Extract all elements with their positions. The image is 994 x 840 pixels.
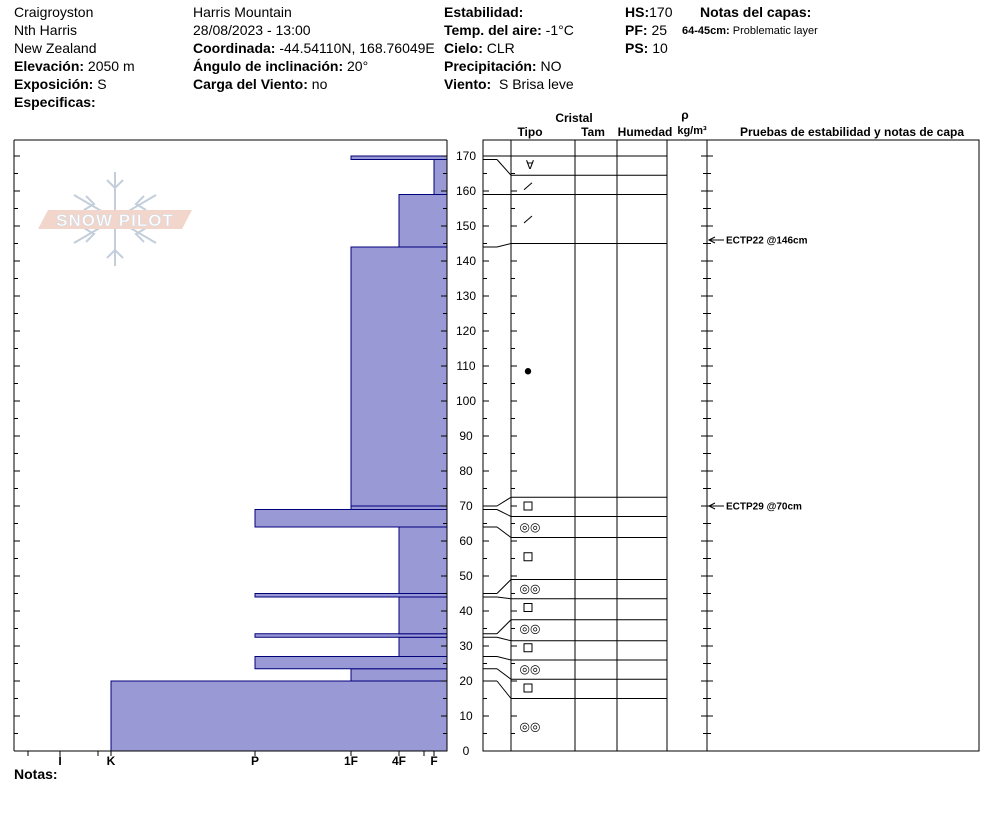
sky-label: Cielo: — [444, 40, 483, 56]
hardness-layer-10 — [351, 247, 447, 506]
ps-value: 10 — [652, 40, 668, 56]
hardness-label-I: I — [58, 754, 62, 768]
grain-symbol-6: ◎◎ — [519, 581, 541, 596]
coords-value: -44.54110N, 168.76049E — [279, 40, 435, 56]
hs-value: 170 — [649, 4, 673, 20]
hardness-layer-5 — [399, 597, 447, 634]
wind-value: S Brisa leve — [498, 76, 574, 92]
pf-label: PF: — [625, 22, 648, 38]
specifics-label: Especificas: — [14, 94, 96, 110]
height-label-40: 40 — [459, 604, 473, 618]
height-label-100: 100 — [455, 394, 477, 408]
grain-symbol-1 — [524, 684, 532, 692]
hardness-layer-13 — [351, 156, 447, 160]
layer-notes-label: Notas del capas: — [700, 4, 812, 20]
grain-symbol-2: ◎◎ — [519, 661, 541, 676]
stability-label: Estabilidad: — [444, 4, 524, 20]
range-name: Nth Harris — [14, 22, 78, 38]
height-label-150: 150 — [455, 219, 477, 233]
height-label-110: 110 — [456, 359, 476, 373]
mountain-name: Harris Mountain — [193, 4, 292, 20]
elevation-value: 2050 m — [87, 58, 135, 74]
hardness-label-K: K — [106, 754, 116, 768]
grain-symbol-4: ◎◎ — [519, 621, 541, 636]
hardness-label-1F: 1F — [343, 754, 359, 768]
test-label-1: ECTP29 @70cm — [726, 501, 802, 513]
observation-datetime: 28/08/2023 - 13:00 — [193, 22, 311, 38]
height-label-160: 160 — [455, 184, 477, 198]
hardness-layer-3 — [399, 637, 447, 656]
connector-diag-9 — [497, 510, 511, 517]
layer-lines — [511, 156, 667, 699]
country-name: New Zealand — [14, 40, 97, 56]
grain-symbol-11 — [524, 216, 532, 223]
hardness-label-P: P — [250, 754, 260, 768]
air-temp-value: -1°C — [545, 22, 574, 38]
height-label-140: 140 — [455, 254, 477, 268]
pf-value: 25 — [651, 22, 668, 38]
layer-connectors — [483, 156, 511, 699]
elevation-label: Elevación: — [14, 58, 85, 74]
grain-symbols — [520, 158, 541, 734]
hardness-layer-7 — [399, 527, 447, 594]
column-crystal: Cristal — [555, 111, 593, 125]
grain-symbol-7 — [524, 553, 532, 561]
height-label-80: 80 — [459, 464, 473, 478]
wind-load-label: Carga del Viento: — [193, 76, 308, 92]
height-label-130: 130 — [455, 289, 477, 303]
connector-diag-8 — [497, 527, 511, 538]
height-label-60: 60 — [459, 534, 473, 548]
layer-note-range: 64-45cm: — [682, 25, 730, 37]
slope-value: 20° — [347, 58, 369, 74]
snowpilot-logo — [38, 172, 192, 266]
hardness-layer-0 — [111, 681, 447, 751]
hardness-scale — [28, 751, 438, 768]
stability-tests — [709, 236, 808, 513]
hardness-layer-9 — [351, 506, 447, 510]
hardness-layer-11 — [399, 195, 447, 248]
connector-diag-7 — [497, 580, 511, 594]
column-tests-notes: Pruebas de estabilidad y notas de capa — [739, 125, 965, 139]
grain-symbol-12 — [524, 183, 532, 190]
hs-label: HS: — [625, 4, 650, 20]
height-label-50: 50 — [459, 569, 473, 583]
column-density: kg/m³ — [677, 125, 707, 137]
slope-label: Ángulo de inclinación: — [193, 58, 344, 74]
precip-value: NO — [540, 58, 562, 74]
grain-symbol-9 — [524, 502, 532, 510]
sky-value: CLR — [486, 40, 515, 56]
hardness-layer-2 — [255, 657, 447, 669]
column-size: Tam — [581, 125, 605, 139]
column-type: Tipo — [517, 125, 543, 139]
height-label-120: 120 — [455, 324, 477, 338]
height-label-170: 170 — [455, 149, 477, 163]
coords-label: Coordinada: — [193, 40, 276, 56]
connector-diag-13 — [497, 160, 511, 176]
connector-diag-10 — [497, 497, 511, 506]
connector-diag-11 — [497, 244, 511, 248]
notes-label: Notas: — [14, 766, 58, 782]
height-label-20: 20 — [459, 674, 473, 688]
hardness-layer-6 — [255, 594, 447, 598]
hardness-layer-4 — [255, 634, 447, 638]
height-label-30: 30 — [459, 639, 473, 653]
hardness-layer-8 — [255, 510, 447, 528]
aspect-label: Exposición: — [14, 76, 94, 92]
height-label-70: 70 — [459, 499, 473, 513]
connector-diag-6 — [497, 597, 511, 599]
logo-text: SNOW PILOT — [56, 211, 174, 230]
ps-label: PS: — [625, 40, 649, 56]
hardness-layers — [111, 156, 447, 751]
grain-symbol-8: ◎◎ — [519, 520, 541, 534]
aspect-value: S — [97, 76, 107, 92]
wind-label: Viento: — [444, 76, 492, 92]
height-label-0: 0 — [462, 744, 470, 758]
grain-symbol-13: ∀ — [525, 157, 535, 172]
grain-symbol-3 — [524, 644, 532, 652]
column-moisture: Humedad — [617, 125, 673, 139]
hardness-label-F: F — [430, 754, 438, 768]
hardness-layer-1 — [351, 669, 447, 681]
column-rho: ρ — [681, 108, 689, 122]
wind-load-value: no — [311, 76, 328, 92]
grain-symbol-10 — [525, 368, 531, 374]
height-label-90: 90 — [459, 429, 473, 443]
layer-grid-frame — [483, 140, 979, 751]
connector-diag-1 — [497, 681, 511, 699]
connector-diag-2 — [497, 669, 511, 680]
grid-ticks — [483, 156, 713, 751]
air-temp-label: Temp. del aire: — [444, 22, 542, 38]
location-name: Craigroyston — [14, 4, 94, 20]
connector-diag-4 — [497, 637, 511, 641]
height-axis-labels — [456, 149, 476, 758]
test-label-0: ECTP22 @146cm — [726, 235, 808, 247]
connector-diag-5 — [497, 620, 511, 634]
height-label-10: 10 — [459, 709, 473, 723]
layer-note-text: Problematic layer — [732, 25, 818, 37]
hardness-layer-12 — [434, 160, 447, 195]
grain-symbol-0: ◎◎ — [519, 719, 541, 734]
precip-label: Precipitación: — [444, 58, 537, 74]
grain-symbol-5 — [524, 604, 532, 612]
hardness-label-4F: 4F — [391, 754, 407, 768]
connector-diag-3 — [497, 657, 511, 661]
